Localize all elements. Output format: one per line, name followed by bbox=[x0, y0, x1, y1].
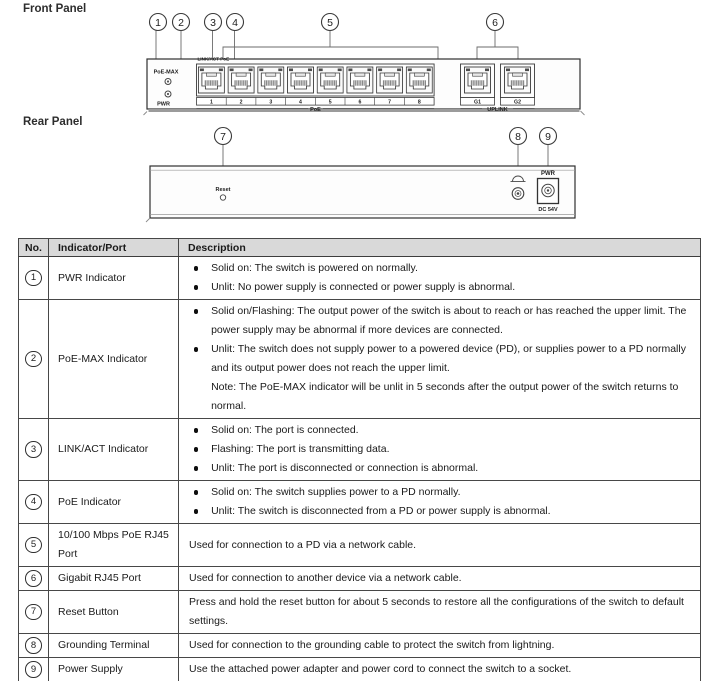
port-number-6: 6 bbox=[358, 99, 362, 106]
rear-panel-heading: Rear Panel bbox=[23, 116, 83, 128]
callout-4 bbox=[227, 14, 244, 31]
row-label-cell: Grounding Terminal bbox=[49, 634, 179, 658]
callout-9-number: 9 bbox=[545, 130, 551, 143]
poe-port-6 bbox=[347, 67, 373, 93]
description-text-item: Used for connection to the grounding cable to protect the switch from lightning. bbox=[189, 639, 555, 651]
poe-port-3 bbox=[258, 67, 284, 93]
callout-4-number: 4 bbox=[232, 16, 238, 29]
poe-max-label: PoE-MAX bbox=[153, 69, 179, 76]
uplink-port-g1 bbox=[465, 67, 491, 93]
row-description-cell bbox=[179, 481, 701, 524]
bullet-icon bbox=[194, 509, 199, 514]
callout-2-number: 2 bbox=[178, 16, 184, 29]
leader-bracket-uplink-ports bbox=[477, 31, 518, 63]
table-row bbox=[19, 524, 701, 567]
row-description-cell bbox=[179, 419, 701, 481]
callout-7 bbox=[215, 128, 232, 145]
port-number-1: 1 bbox=[209, 99, 213, 106]
callout-5-number: 5 bbox=[327, 16, 333, 29]
row-number-cell bbox=[19, 634, 49, 658]
row-description-cell bbox=[179, 591, 701, 634]
poe-port-2 bbox=[228, 67, 254, 93]
description-bullet-item: Solid on/Flashing: The output power of the switch is about to reach or has reached the upper limit. The power supply may be abnormal if more devices are connected. bbox=[189, 302, 694, 340]
circled-number: 7 bbox=[25, 604, 42, 621]
uplink-group-label: UPLINK bbox=[487, 106, 508, 113]
poe-port-8 bbox=[406, 67, 432, 93]
callout-1-number: 1 bbox=[155, 16, 161, 29]
bullet-icon bbox=[194, 466, 199, 471]
callout-8-number: 8 bbox=[515, 130, 521, 143]
port-number-4: 4 bbox=[299, 99, 302, 106]
bullet-icon bbox=[194, 266, 199, 271]
description-text-item: Used for connection to a PD via a network cable. bbox=[189, 538, 417, 551]
panel-diagrams bbox=[0, 0, 718, 234]
callout-5 bbox=[322, 14, 339, 31]
poe-port-1 bbox=[198, 67, 224, 93]
row-number-cell bbox=[19, 481, 49, 524]
callout-3 bbox=[205, 14, 222, 31]
uplink-port-g2 bbox=[505, 67, 531, 93]
uplink-g1-label: G1 bbox=[474, 99, 481, 106]
table-row bbox=[19, 658, 701, 681]
circled-number: 6 bbox=[25, 570, 42, 587]
table-row bbox=[19, 419, 701, 481]
row-description-cell bbox=[179, 524, 701, 567]
table-row bbox=[19, 567, 701, 591]
row-description-cell bbox=[179, 567, 701, 591]
row-label-cell: PoE Indicator bbox=[49, 481, 179, 524]
row-number-cell bbox=[19, 300, 49, 419]
bullet-icon bbox=[194, 490, 199, 495]
row-label-cell: PoE-MAX Indicator bbox=[49, 300, 179, 419]
bullet-icon bbox=[194, 347, 199, 352]
port-number-8: 8 bbox=[417, 99, 421, 106]
poe-port-4 bbox=[288, 67, 314, 93]
port-number-5: 5 bbox=[328, 99, 332, 106]
description-bullet-item: Unlit: The switch does not supply power to a powered device (PD), or supplies power to a PD normally and its output power does not reach the upper limit. bbox=[189, 340, 694, 378]
circled-number: 8 bbox=[25, 637, 42, 654]
row-number-cell bbox=[19, 257, 49, 300]
header-description: Description bbox=[179, 239, 701, 257]
callout-6-number: 6 bbox=[492, 16, 498, 29]
circled-number: 9 bbox=[25, 661, 42, 678]
circled-number: 1 bbox=[25, 270, 42, 287]
row-description-cell bbox=[179, 300, 701, 419]
description-note-item: Note: The PoE-MAX indicator will be unlit in 5 seconds after the output power of the switch returns to normal. bbox=[211, 381, 679, 412]
rear-corner-tick bbox=[146, 218, 150, 222]
pwr-label: PWR bbox=[157, 101, 170, 108]
row-label-cell: Reset Button bbox=[49, 591, 179, 634]
table-row bbox=[19, 300, 701, 419]
description-bullet-item: Flashing: The port is transmitting data. bbox=[189, 440, 694, 459]
poe-group-label: PoE bbox=[310, 106, 321, 113]
poe-port-7 bbox=[377, 67, 403, 93]
row-label-cell: 10/100 Mbps PoE RJ45 Port bbox=[49, 524, 179, 567]
callout-9 bbox=[540, 128, 557, 145]
row-number-cell bbox=[19, 591, 49, 634]
row-label-cell: Power Supply bbox=[49, 658, 179, 681]
circled-number: 3 bbox=[25, 441, 42, 458]
rear-panel-diagram bbox=[146, 128, 575, 223]
row-description-cell bbox=[179, 257, 701, 300]
link-act-poe-caption: LINK/ACT PoE bbox=[197, 56, 230, 62]
row-number-cell bbox=[19, 658, 49, 681]
circled-number: 5 bbox=[25, 537, 42, 554]
front-callouts bbox=[150, 14, 504, 31]
poe-max-led-icon bbox=[165, 79, 171, 85]
table-row bbox=[19, 634, 701, 658]
port-number-7: 7 bbox=[388, 99, 392, 106]
bullet-icon bbox=[194, 309, 199, 314]
indicator-port-table bbox=[18, 238, 701, 681]
row-number-cell bbox=[19, 524, 49, 567]
row-number-cell bbox=[19, 567, 49, 591]
row-number-cell bbox=[19, 419, 49, 481]
callout-1 bbox=[150, 14, 167, 31]
reset-label: Reset bbox=[215, 187, 231, 193]
description-text-item: Press and hold the reset button for about 5 seconds to restore all the configurations of the switch to default settings. bbox=[189, 596, 684, 627]
bullet-icon bbox=[194, 447, 199, 452]
uplink-g2-label: G2 bbox=[514, 99, 521, 106]
table-row bbox=[19, 591, 701, 634]
header-indicator-port: Indicator/Port bbox=[49, 239, 179, 257]
description-text-item: Used for connection to another device via a network cable. bbox=[189, 572, 462, 584]
reset-button-icon bbox=[220, 195, 225, 200]
table-row bbox=[19, 257, 701, 300]
header-no: No. bbox=[19, 239, 49, 257]
pwr-led-icon bbox=[165, 91, 171, 97]
dc-54v-label: DC 54V bbox=[538, 207, 558, 213]
table-row bbox=[19, 481, 701, 524]
port-number-3: 3 bbox=[269, 99, 273, 106]
front-panel-heading: Front Panel bbox=[23, 3, 87, 15]
rear-pwr-label: PWR bbox=[541, 171, 555, 177]
rear-callouts bbox=[215, 128, 557, 145]
row-label-cell: LINK/ACT Indicator bbox=[49, 419, 179, 481]
description-bullet-item: Unlit: The port is disconnected or connection is abnormal. bbox=[189, 459, 694, 478]
callout-7-number: 7 bbox=[220, 130, 226, 143]
row-label-cell: Gigabit RJ45 Port bbox=[49, 567, 179, 591]
row-label-cell: PWR Indicator bbox=[49, 257, 179, 300]
front-panel-diagram bbox=[144, 14, 585, 116]
callout-3-number: 3 bbox=[210, 16, 216, 29]
callout-2 bbox=[173, 14, 190, 31]
circled-number: 2 bbox=[25, 351, 42, 368]
callout-8 bbox=[510, 128, 527, 145]
rear-switch-body bbox=[150, 166, 575, 218]
description-bullet-item: Solid on: The port is connected. bbox=[189, 421, 694, 440]
port-number-2: 2 bbox=[239, 99, 243, 106]
description-bullet-item: Solid on: The switch supplies power to a PD normally. bbox=[189, 483, 694, 502]
bullet-icon bbox=[194, 285, 199, 290]
description-bullet-item: Unlit: The switch is disconnected from a PD or power supply is abnormal. bbox=[189, 502, 694, 521]
callout-6 bbox=[487, 14, 504, 31]
description-text-item: Use the attached power adapter and power cord to connect the switch to a socket. bbox=[189, 663, 572, 675]
row-description-cell bbox=[179, 634, 701, 658]
table-header-row bbox=[19, 239, 701, 257]
bullet-icon bbox=[194, 428, 199, 433]
poe-port-5 bbox=[317, 67, 343, 93]
row-description-cell bbox=[179, 658, 701, 681]
description-bullet-item: Unlit: No power supply is connected or power supply is abnormal. bbox=[189, 278, 694, 297]
circled-number: 4 bbox=[25, 494, 42, 511]
description-bullet-item: Solid on: The switch is powered on normally. bbox=[189, 259, 694, 278]
